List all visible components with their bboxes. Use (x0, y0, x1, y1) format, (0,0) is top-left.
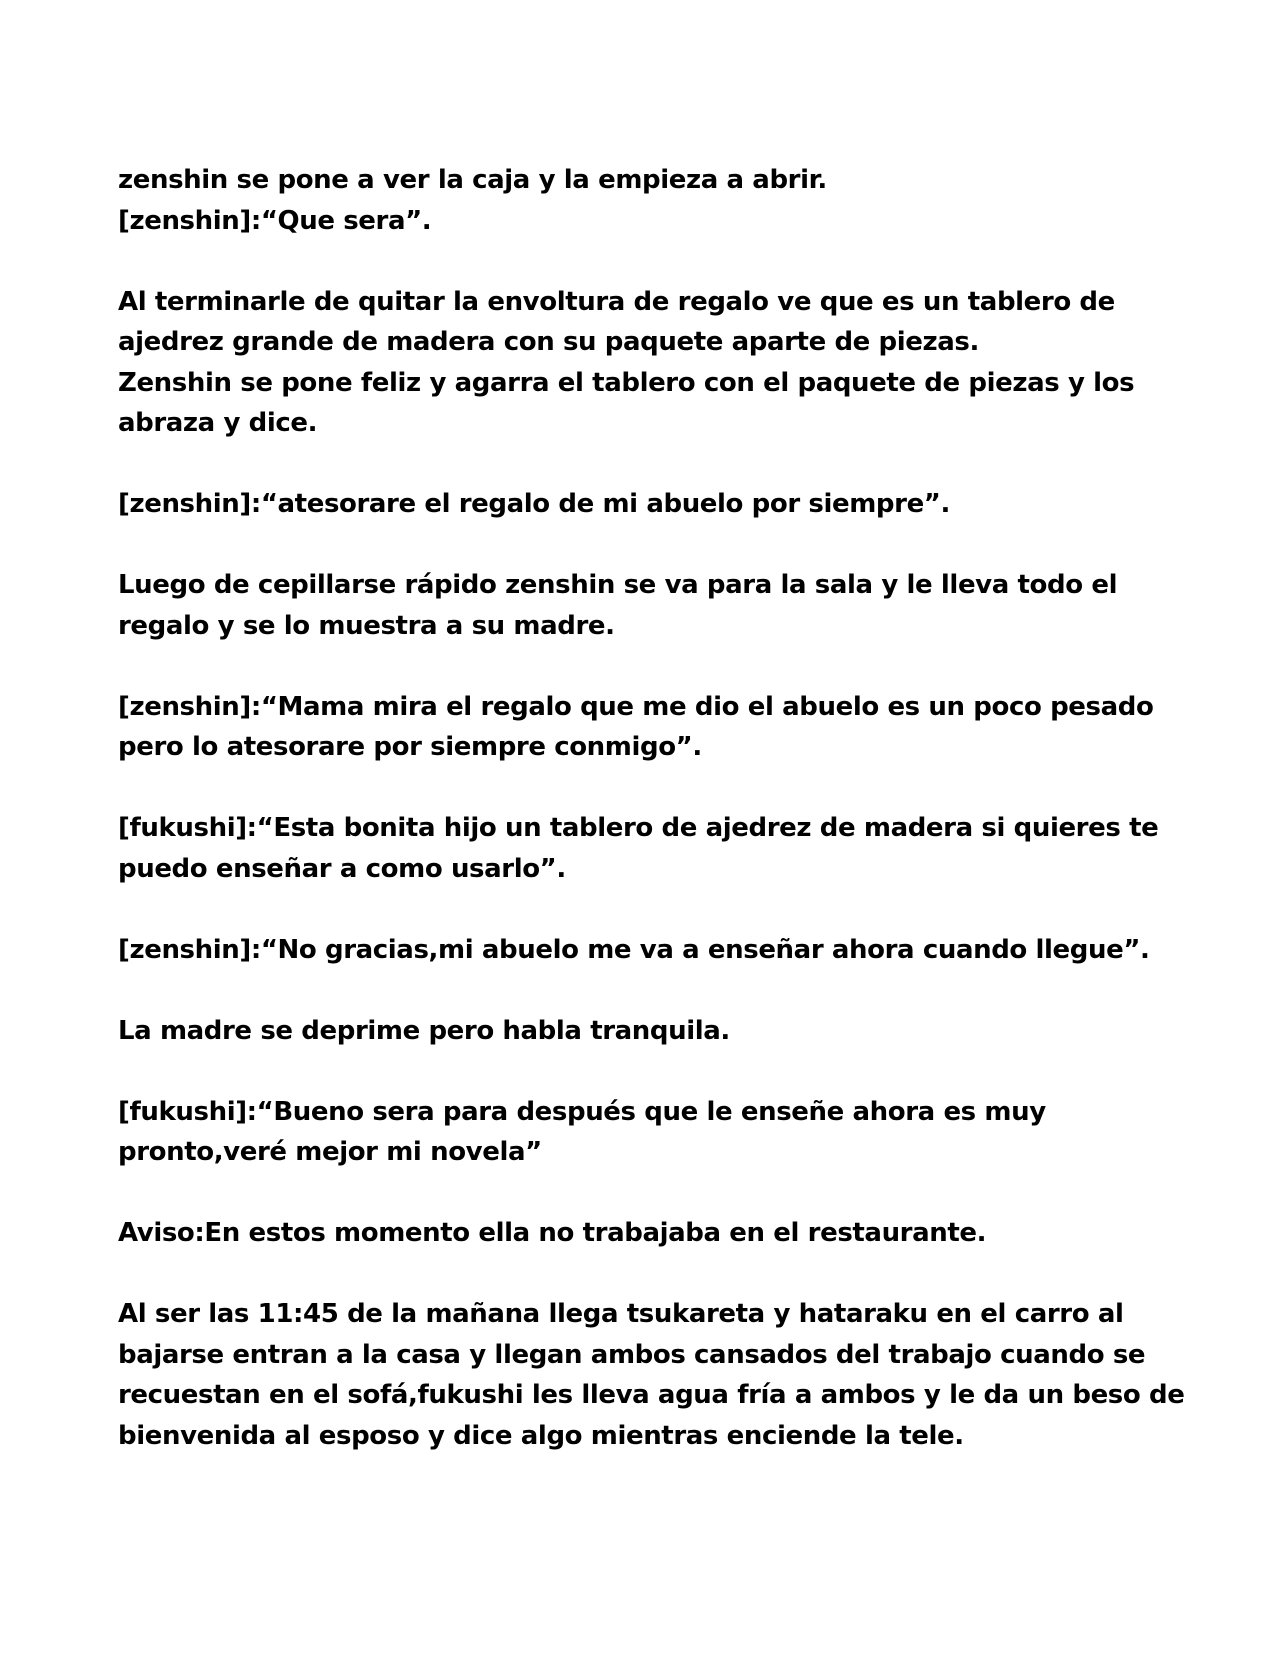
text-line: Al terminarle de quitar la envoltura de regalo ve que es un tablero de (118, 286, 1115, 317)
paragraph (118, 1294, 1198, 1456)
text-line: recuestan en el sofá,fukushi les lleva agua fría a ambos y le da un beso de (118, 1380, 1185, 1410)
paragraph (118, 808, 1198, 889)
dialogue-line: puedo enseñar a como usarlo”. (118, 853, 566, 884)
paragraph (118, 484, 1198, 525)
notice-paragraph (118, 1213, 1198, 1254)
text-line: bajarse entran a la casa y llegan ambos cansados del trabajo cuando se (118, 1339, 1146, 1370)
text-line: Al ser las 11:45 de la mañana llega tsukareta y hataraku en el carro al (118, 1299, 1124, 1329)
text-line: regalo y se lo muestra a su madre. (118, 610, 615, 641)
text-line: Zenshin se pone feliz y agarra el tablero con el paquete de piezas y los (118, 367, 1135, 398)
dialogue-line: [zenshin]:“Que sera”. (118, 205, 432, 236)
text-line: zenshin se pone a ver la caja y la empieza a abrir. (118, 165, 827, 195)
paragraph (118, 282, 1198, 444)
dialogue-line: [zenshin]:“atesorare el regalo de mi abuelo por siempre”. (118, 489, 950, 519)
paragraph (118, 1011, 1198, 1052)
paragraph (118, 930, 1198, 971)
dialogue-line: [fukushi]:“Esta bonita hijo un tablero de ajedrez de madera si quieres te (118, 813, 1159, 843)
text-line: bienvenida al esposo y dice algo mientras enciende la tele. (118, 1420, 964, 1451)
text-line: La madre se deprime pero habla tranquila. (118, 1015, 730, 1046)
paragraph (118, 1092, 1198, 1173)
paragraph (118, 160, 1198, 241)
paragraph (118, 565, 1198, 646)
text-line: Luego de cepillarse rápido zenshin se va para la sala y le lleva todo el (118, 570, 1118, 600)
dialogue-line: pronto,veré mejor mi novela” (118, 1137, 542, 1167)
dialogue-line: [fukushi]:“Bueno sera para después que le enseñe ahora es muy (118, 1096, 1046, 1127)
paragraph (118, 687, 1198, 768)
dialogue-line: pero lo atesorare por siempre conmigo”. (118, 732, 702, 762)
dialogue-line: [zenshin]:“Mama mira el regalo que me dio el abuelo es un poco pesado (118, 691, 1154, 722)
notice-line: Aviso:En estos momento ella no trabajaba en el restaurante. (118, 1218, 987, 1248)
document-body (118, 160, 1198, 1497)
dialogue-line: [zenshin]:“No gracias,mi abuelo me va a enseñar ahora cuando llegue”. (118, 934, 1150, 965)
text-line: abraza y dice. (118, 408, 318, 438)
text-line: ajedrez grande de madera con su paquete aparte de piezas. (118, 327, 979, 357)
